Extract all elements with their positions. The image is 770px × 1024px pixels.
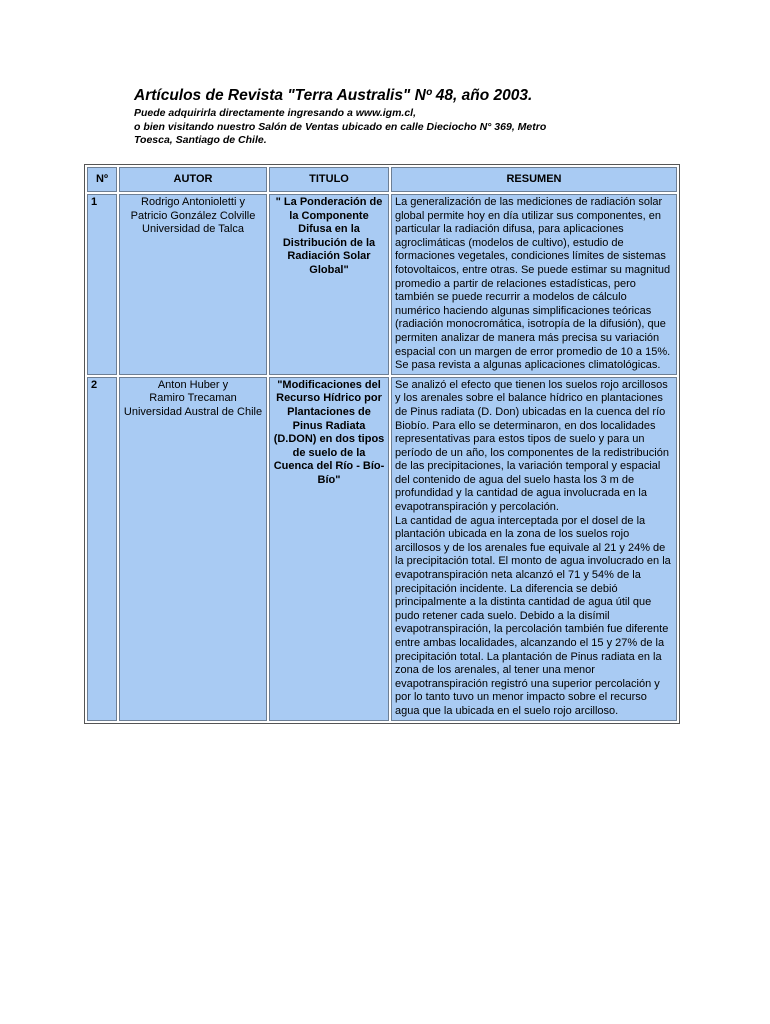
header-line-3: Toesca, Santiago de Chile.	[134, 134, 267, 146]
table-row	[87, 377, 677, 721]
row-autor: Rodrigo Antonioletti y Patricio González Colville Universidad de Talca	[119, 194, 267, 375]
column-header-num: Nº	[87, 167, 117, 192]
document-header	[134, 86, 654, 148]
row-autor: Anton Huber y Ramiro Trecaman Universidad Austral de Chile	[119, 377, 267, 721]
row-titulo: "Modificaciones del Recurso Hídrico por Plantaciones de Pinus Radiata (D.DON) en dos tipos de suelo de la Cuenca del Río - Bío-Bío"	[269, 377, 389, 721]
header-line-1: Puede adquirirla directamente ingresando a www.igm.cl,	[134, 107, 417, 119]
column-header-resumen: RESUMEN	[391, 167, 677, 192]
row-resumen: La generalización de las mediciones de radiación solar global permite hoy en día utilizar sus componentes, en particular la radiación difusa, para aplicaciones agroclimáticas (modelos de cultivo), estudio de formaciones vegetales, condiciones límites de sistemas fotovoltaicos, entre otras. Se puede estimar su magnitud promedio a partir de relaciones estadísticas, pero también se puede recurrir a modelos de cálculo numérico haciendo algunas simplificaciones teóricas (radiación monocromática, isotropía de la difusión), que permiten analizar de manera más precisa su variación espacial con un margen de error promedio de 10 a 15%. Se pasa revista a algunas aplicaciones climatológicas.	[391, 194, 677, 375]
row-number: 1	[87, 194, 117, 375]
row-number: 2	[87, 377, 117, 721]
header-subtitle	[134, 107, 654, 148]
articles-table	[84, 164, 680, 724]
table-header-row	[87, 167, 677, 192]
header-line-2: o bien visitando nuestro Salón de Ventas ubicado en calle Dieciocho N° 369, Metro	[134, 120, 547, 133]
row-titulo: " La Ponderación de la Componente Difusa en la Distribución de la Radiación Solar Global"	[269, 194, 389, 375]
table-row	[87, 194, 677, 375]
column-header-titulo: TITULO	[269, 167, 389, 192]
row-resumen: Se analizó el efecto que tienen los suelos rojo arcillosos y los arenales sobre el balance hídrico en plantaciones de Pinus radiata (D. Don) ubicadas en la cuenca del río Biobío. Para ello se determinaron, en dos localidades representativas para estos tipos de suelo y para un período de un año, los componentes de la redistribución de las precipitaciones, la variación temporal y espacial del contenido de agua del suelo hasta los 3 m de profundidad y la cantidad de agua involucrada en la evapotranspiración y percolación. La cantidad de agua interceptada por el dosel de la plantación ubicada en la zona de los suelos rojo arcillosos y de los arenales fue equivale al 21 y 24% de la precipitación total. El monto de agua involucrado en la evapotranspiración neta alcanzó el 71 y 54% de la precipitación incidente. La diferencia se debió principalmente a la distinta cantidad de agua útil que pudo retener cada suelo. Debido a la disímil evapotranspiración, la percolación también fue diferente entre ambas localidades, alcanzando el 15 y 27% de la precipitación total. La plantación de Pinus radiata en la zona de los arenales, al tener una menor evapotranspiración registró una superior percolación y por lo tanto tuvo un menor impacto sobre el recurso agua que la ubicada en el suelo rojo arcilloso.	[391, 377, 677, 721]
column-header-autor: AUTOR	[119, 167, 267, 192]
document-title: Artículos de Revista "Terra Australis" Nº 48, año 2003.	[134, 87, 533, 104]
